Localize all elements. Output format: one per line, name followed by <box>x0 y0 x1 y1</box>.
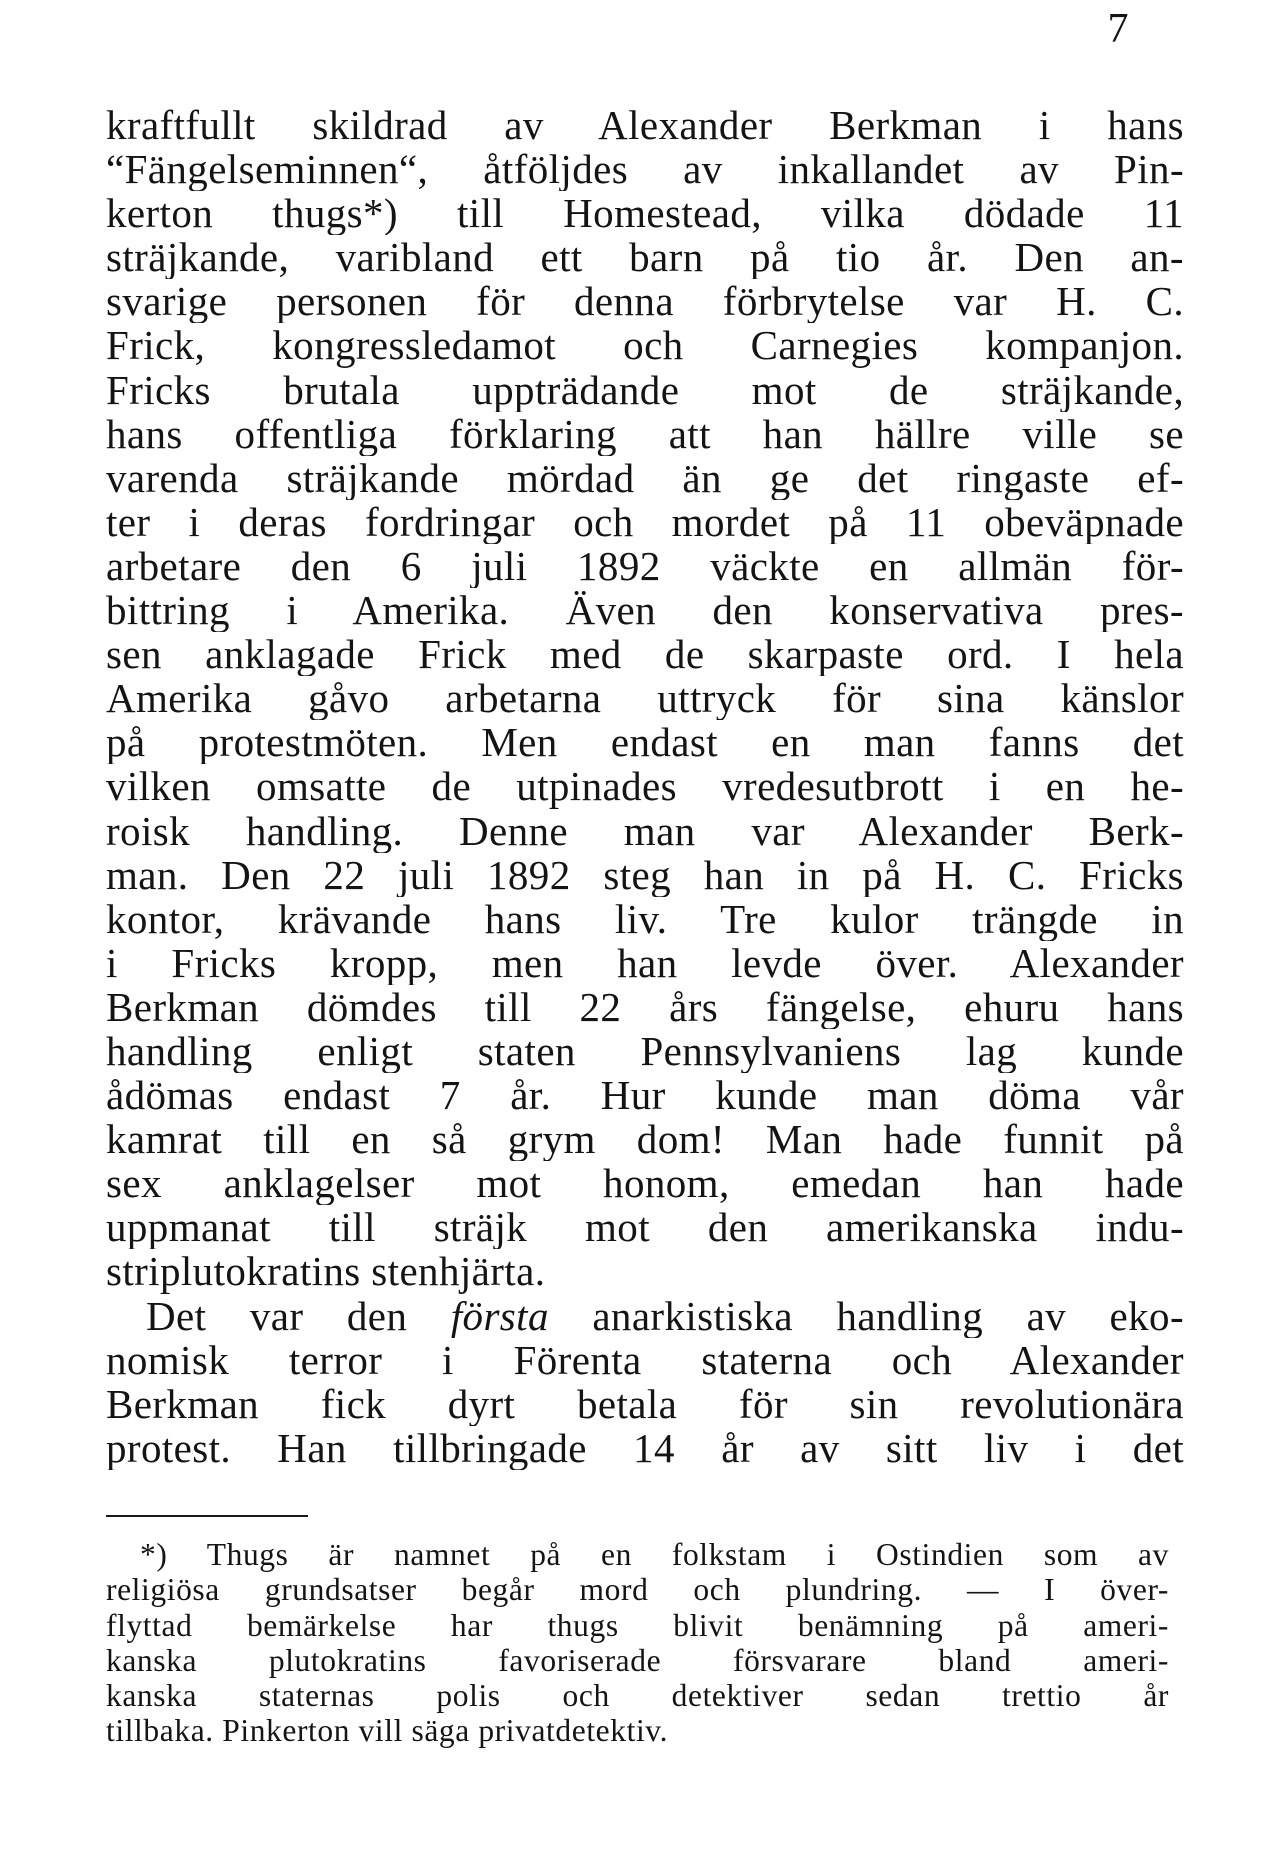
text-line: varenda sträjkande mördad än ge det ringaste ef- <box>106 455 1184 500</box>
body-text <box>106 103 1184 1470</box>
text-run: anarkistiska handling av eko- <box>548 1293 1184 1338</box>
footnote-divider <box>106 1515 308 1517</box>
footnote-line: tillbaka. Pinkerton vill säga privatdetektiv. <box>106 1713 669 1749</box>
text-line: ter i deras fordringar och mordet på 11 obeväpnade <box>106 499 1184 544</box>
text-line: Fricks brutala uppträdande mot de sträjkande, <box>106 367 1184 412</box>
footnote-line: religiösa grundsatser begår mord och plundring. — I över- <box>106 1572 1169 1608</box>
text-line: Berkman fick dyrt betala för sin revolutionära <box>106 1381 1184 1426</box>
text-line: protest. Han tillbringade 14 år av sitt liv i det <box>106 1425 1184 1470</box>
text-line: kamrat till en så grym dom! Man hade funnit på <box>106 1117 1184 1162</box>
emphasized-word: första <box>450 1293 549 1338</box>
text-line: handling enligt staten Pennsylvaniens lag kunde <box>106 1028 1184 1074</box>
text-line: ådömas endast 7 år. Hur kunde man döma vår <box>106 1073 1184 1118</box>
text-line: Berkman dömdes till 22 års fängelse, ehuru hans <box>106 984 1184 1029</box>
text-line: roisk handling. Denne man var Alexander Berk- <box>106 808 1184 853</box>
text-line: hans offentliga förklaring att han hällre ville se <box>106 411 1184 456</box>
text-line: kerton thugs*) till Homestead, vilka dödade 11 <box>106 191 1184 236</box>
text-line: vilken omsatte de utpinades vredesutbrott i en he- <box>106 764 1184 809</box>
text-line: på protestmöten. Men endast en man fanns det <box>106 720 1184 765</box>
text-line: man. Den 22 juli 1892 steg han in på H. C. Fricks <box>106 852 1184 897</box>
footnote-line: flyttad bemärkelse har thugs blivit benämning på ameri- <box>106 1607 1169 1643</box>
text-line: striplutokratins stenhjärta. <box>106 1249 546 1294</box>
text-line: sträjkande, varibland ett barn på tio år. Den an- <box>106 235 1184 280</box>
text-line: nomisk terror i Förenta staterna och Alexander <box>106 1337 1184 1382</box>
text-line: uppmanat till sträjk mot den amerikanska indu- <box>106 1205 1184 1250</box>
text-line: sex anklagelser mot honom, emedan han hade <box>106 1161 1184 1206</box>
text-line: i Fricks kropp, men han levde över. Alexander <box>106 940 1184 985</box>
footnote-line: *) Thugs är namnet på en folkstam i Ostindien som av <box>140 1537 1169 1572</box>
text-run: Det var den <box>146 1293 451 1338</box>
text-line: sen anklagade Frick med de skarpaste ord. I hela <box>106 632 1184 677</box>
footnote-line: kanska staternas polis och detektiver sedan trettio år <box>106 1678 1169 1714</box>
text-line: bittring i Amerika. Även den konservativa pres- <box>106 588 1184 633</box>
text-line: Frick, kongressledamot och Carnegies kompanjon. <box>106 323 1184 368</box>
text-line: kraftfullt skildrad av Alexander Berkman i hans <box>106 103 1184 148</box>
text-line: “Fängelseminnen“, åtföljdes av inkallandet av Pin- <box>106 147 1184 192</box>
text-line: arbetare den 6 juli 1892 väckte en allmän för- <box>106 543 1184 589</box>
page-number: 7 <box>1107 6 1129 52</box>
footnote-line: kanska plutokratins favoriserade försvarare bland ameri- <box>106 1642 1169 1678</box>
footnote <box>106 1537 1169 1749</box>
text-line: svarige personen för denna förbrytelse var H. C. <box>106 279 1184 324</box>
paragraph-start-line <box>106 1294 1184 1338</box>
text-line: Amerika gåvo arbetarna uttryck för sina känslor <box>106 676 1184 721</box>
text-line: kontor, krävande hans liv. Tre kulor trängde in <box>106 896 1184 941</box>
